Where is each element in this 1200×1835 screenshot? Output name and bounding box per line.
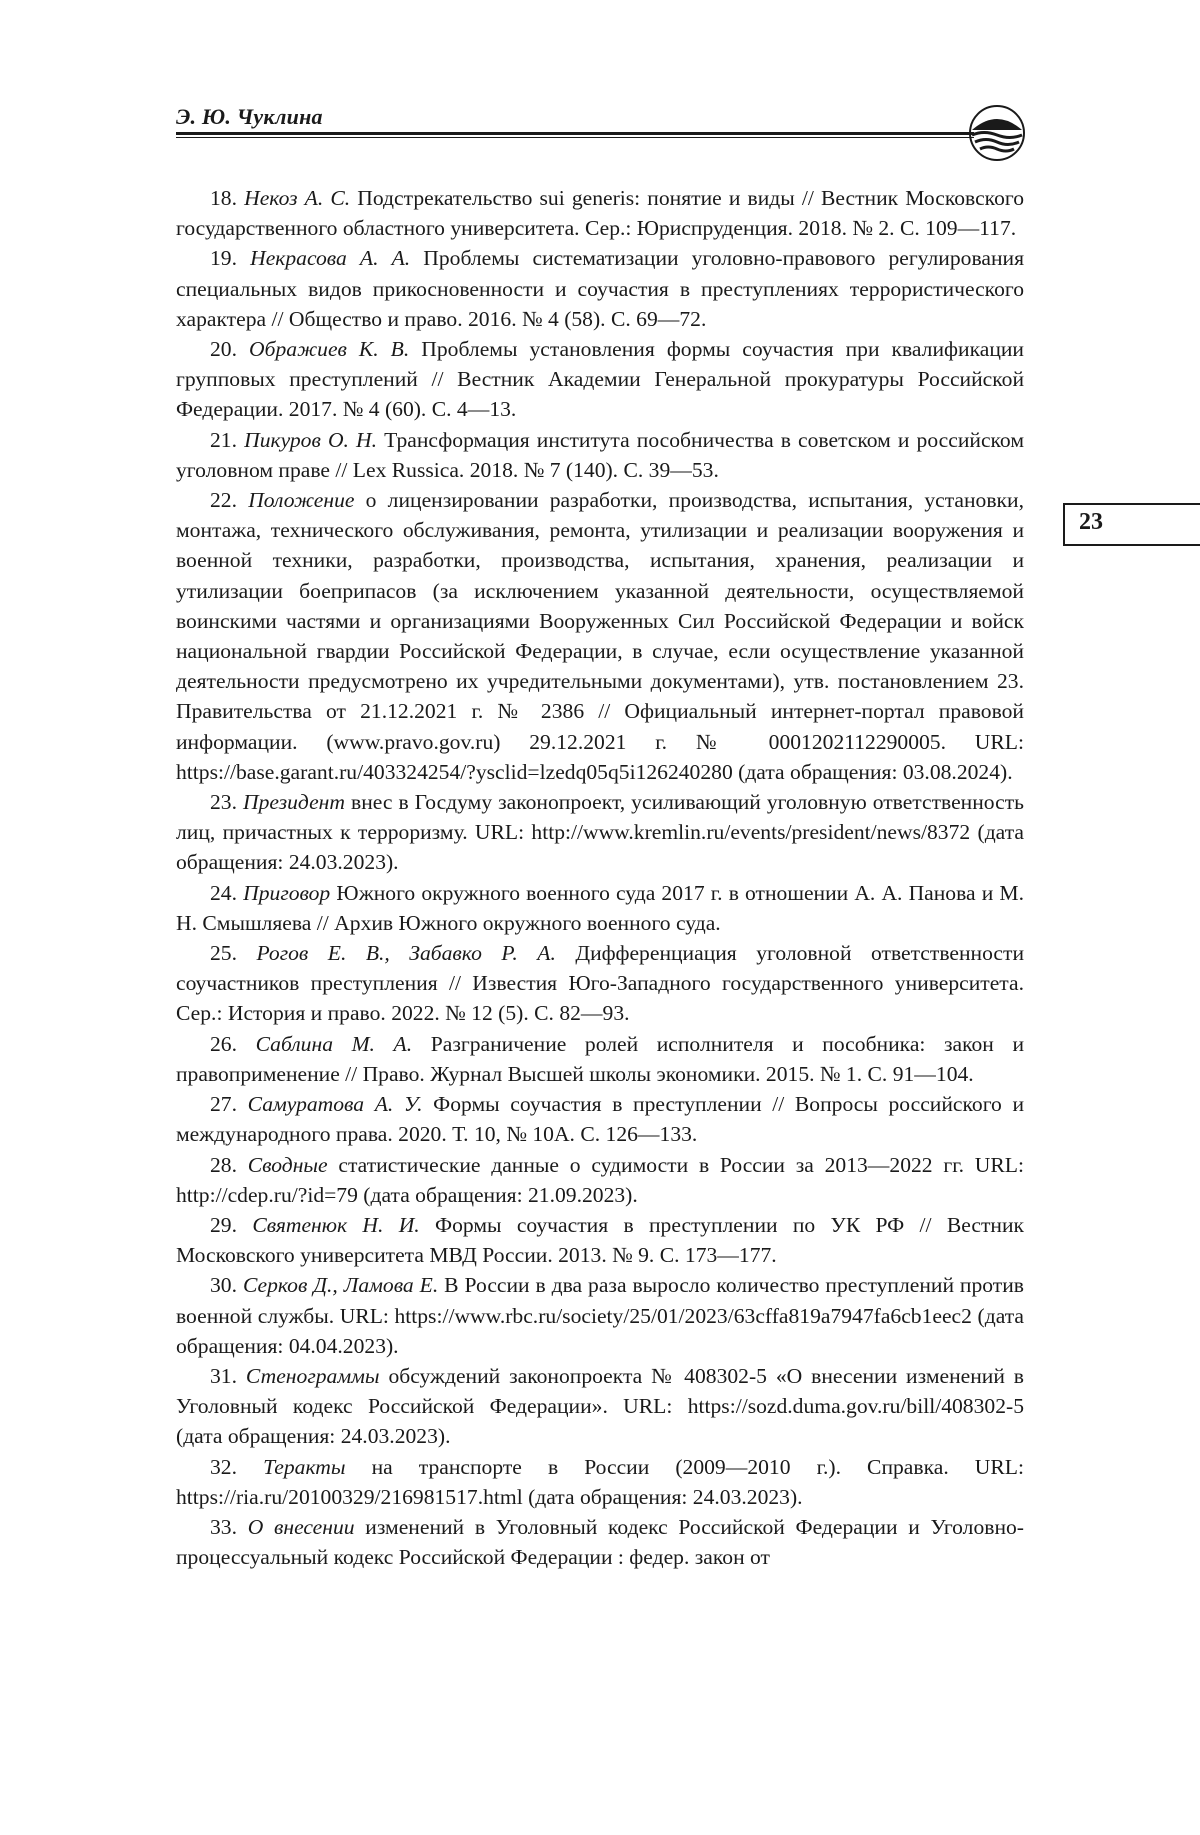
reference-number: 21. <box>210 427 237 452</box>
reference-text: В России в два раза выросло количество преступлений против военной службы. URL: https://www.rbc.ru/society/25/01/2023/63cffa819a7947fa6cb1eec2 (дата обращения: 04.04.2023). <box>176 1273 1024 1358</box>
reference-text: Проблемы систематизации уголовно-правового регулирования специальных видов прикосновенности и соучастия в преступлениях террористического характера // Общество и право. 2016. № 4 (58). С. 69—72. <box>176 246 1024 331</box>
reference-item <box>176 938 1024 1029</box>
reference-number: 25. <box>210 941 237 966</box>
reference-item <box>176 485 1024 787</box>
reference-author: Самуратова А. У. <box>247 1092 423 1117</box>
reference-number: 22. <box>210 488 237 513</box>
reference-text: Формы соучастия в преступлении // Вопросы российского и международного права. 2020. Т. 10, № 10А. С. 126—133. <box>176 1092 1024 1147</box>
reference-item <box>176 787 1024 878</box>
reference-text: Подстрекательство sui generis: понятие и виды // Вестник Московского государственного областного университета. Сер.: Юриспруденция. 2018. № 2. С. 109—117. <box>176 186 1024 241</box>
reference-list <box>176 183 1024 1572</box>
reference-item <box>176 1029 1024 1089</box>
reference-item <box>176 1150 1024 1210</box>
reference-item <box>176 878 1024 938</box>
reference-text: о лицензировании разработки, производства, испытания, установки, монтажа, технического обслуживания, ремонта, утилизации и реализации вооружения и военной техники, разработки, производства, испытания, хранения, реализации и утилизации боеприпасов (за исключением указанной деятельности, осуществляемой воинскими частями и организациями Вооруженных Сил Российской Федерации и войск национальной гвардии Российской Федерации, в случае, если осуществление указанной деятельности предусмотрено их учредительными документами), утв. постановлением 23. Правительства от 21.12.2021 г. № 2386 // Официальный интернет-портал правовой информации. (www.pravo.gov.ru) 29.12.2021 г. № 0001202112290005. URL: https://base.garant.ru/403324254/?ysclid=lzedq05q5i126240280 (дата обращения: 03.08.2024). <box>176 488 1024 784</box>
reference-text: Проблемы установления формы соучастия при квалификации групповых преступлений // Вестник Академии Генеральной прокуратуры Российской Федерации. 2017. № 4 (60). С. 4—13. <box>176 337 1024 422</box>
running-head-author: Э. Ю. Чуклина <box>176 104 323 129</box>
reference-text: Разграничение ролей исполнителя и пособника: закон и правоприменение // Право. Журнал Высшей школы экономики. 2015. № 1. С. 91—104. <box>176 1031 1024 1086</box>
reference-author: Святенюк Н. И. <box>252 1212 420 1237</box>
reference-number: 18. <box>210 186 237 210</box>
reference-number: 31. <box>210 1363 237 1388</box>
reference-text: внес в Госдуму законопроект, усиливающий уголовную ответственность лиц, причастных к терроризму. URL: http://www.kremlin.ru/events/president/news/8372 (дата обращения: 24.03.2023). <box>176 790 1024 875</box>
reference-author: О внесении <box>247 1514 355 1539</box>
reference-text: Трансформация института пособничества в советском и российском уголовном праве // Lex Russica. 2018. № 7 (140). С. 39—53. <box>176 427 1024 482</box>
reference-item <box>176 1210 1024 1270</box>
reference-number: 27. <box>210 1092 237 1117</box>
reference-text: обсуждений законопроекта № 408302-5 «О внесении изменений в Уголовный кодекс Российской Федерации». URL: https://sozd.duma.gov.ru/bill/408302-5 (дата обращения: 24.03.2023). <box>176 1363 1024 1449</box>
reference-item <box>176 1512 1024 1572</box>
reference-author: Некоз А. С. <box>244 186 351 210</box>
reference-item <box>176 183 1024 243</box>
reference-number: 29. <box>210 1212 237 1237</box>
reference-item <box>176 1452 1024 1512</box>
reference-author: Приговор <box>243 880 331 905</box>
reference-number: 32. <box>210 1454 237 1479</box>
reference-author: Ображиев К. В. <box>249 337 410 362</box>
reference-item <box>176 243 1024 334</box>
reference-number: 23. <box>210 790 237 815</box>
reference-author: Рогов Е. В., Забавко Р. А. <box>256 941 556 966</box>
reference-text: Формы соучастия в преступлении по УК РФ // Вестник Московского университета МВД России. 2013. № 9. С. 173—177. <box>176 1212 1025 1268</box>
reference-author: Положение <box>248 488 355 513</box>
reference-author: Стенограммы <box>245 1363 380 1388</box>
header-rule <box>176 132 974 135</box>
reference-author: Саблина М. А. <box>255 1031 413 1056</box>
reference-number: 19. <box>210 246 237 271</box>
reference-author: Сводные <box>247 1152 328 1177</box>
reference-number: 33. <box>210 1514 237 1539</box>
publisher-logo-icon <box>968 104 1026 162</box>
header-rule-thin <box>176 137 974 138</box>
reference-number: 28. <box>210 1152 237 1177</box>
reference-item <box>176 1089 1024 1149</box>
reference-text: изменений в Уголовный кодекс Российской Федерации и Уголовно-процессуальный кодекс Российской Федерации : федер. закон от <box>176 1514 1024 1570</box>
reference-author: Пикуров О. Н. <box>244 427 378 452</box>
reference-text: на транспорте в России (2009—2010 г.). Справка. URL: https://ria.ru/20100329/216981517.html (дата обращения: 24.03.2023). <box>176 1454 1024 1509</box>
reference-item <box>176 425 1024 485</box>
reference-number: 20. <box>210 337 237 362</box>
reference-number: 26. <box>210 1031 237 1056</box>
reference-text: Южного окружного военного суда 2017 г. в отношении А. А. Панова и М. Н. Смышляева // Архив Южного окружного военного суда. <box>176 880 1024 935</box>
reference-text: Дифференциация уголовной ответственности соучастников преступления // Известия Юго-Западного государственного университета. Сер.: История и право. 2022. № 12 (5). С. 82—93. <box>176 941 1024 1026</box>
reference-item <box>176 1270 1024 1361</box>
reference-author: Президент <box>243 790 345 815</box>
reference-author: Серков Д., Ламова Е. <box>242 1273 439 1298</box>
page-number: 23 <box>1079 509 1103 535</box>
reference-author: Некрасова А. А. <box>250 246 411 271</box>
reference-number: 24. <box>210 880 237 905</box>
reference-text: статистические данные о судимости в России за 2013—2022 гг. URL: http://cdep.ru/?id=79 (дата обращения: 21.09.2023). <box>176 1152 1024 1207</box>
reference-item <box>176 334 1024 425</box>
reference-item <box>176 1361 1024 1452</box>
reference-number: 30. <box>210 1273 237 1298</box>
page-number-tab <box>1063 503 1200 546</box>
reference-author: Теракты <box>263 1454 346 1479</box>
